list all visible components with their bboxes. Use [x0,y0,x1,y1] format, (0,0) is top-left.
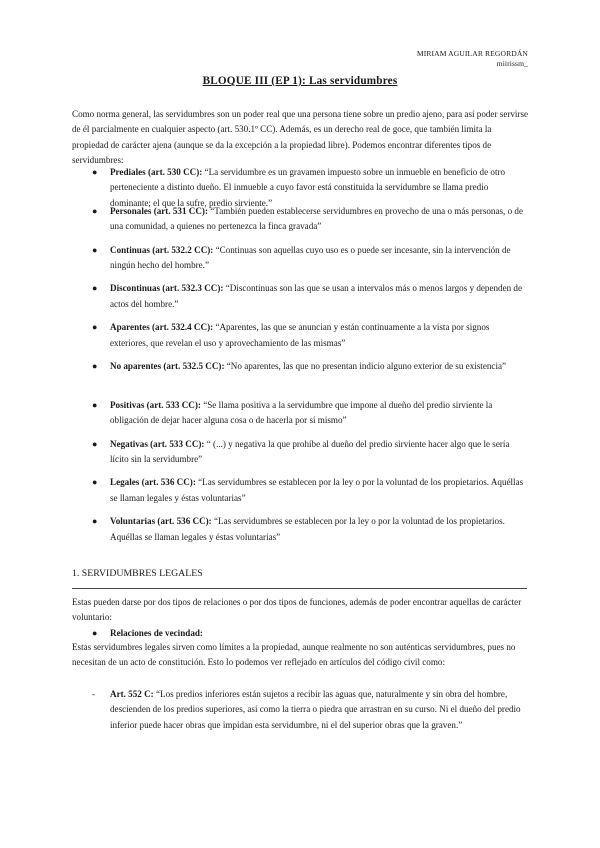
intro-paragraph: Como norma general, las servidumbres son un poder real que una persona tiene sobre un predio ajeno, para así poder servirse de él parcialmente en cualquier aspecto (art. 530.1º CC). Además, es un derecho real de goce, que también limita la propiedad de carácter ajena (aunque se da la excepción a la propiedad libre). Podemos encontrar diferentes tipos de servidumbres: [72,109,529,166]
article-label: Art. 552 C: [110,689,154,699]
item-text: “Las servidumbres se establecen por la ley o por la voluntad de los propietarios. Aquéllas se llaman legales y éstas voluntarias” [110,477,524,503]
item-label: Negativas (art. 533 CC): [110,438,205,449]
item-label: Voluntarias (art. 536 CC): [110,516,212,527]
list-item [92,165,528,208]
item-text: “También pueden establecerse servidumbres en provecho de una o más personas, o de una comunidad, a quienes no pertenezca la finca gravada” [110,205,523,232]
item-text: “Se llama positiva a la servidumbre que impone al dueño del predio sirviente la obligación de dejar hacer alguna cosa o de hacerla por sí mismo” [110,399,493,426]
item-text: “Las servidumbres se establecen por la ley o por la voluntad de los propietarios. Aquéllas se llaman legales y éstas voluntarias” [110,516,505,542]
bullet-icon: ● [92,167,98,177]
bullet-icon: ● [92,628,98,638]
item-label: Prediales (art. 530 CC): [110,167,203,177]
bullet-icon: ● [92,322,98,333]
article-text: “Los predios inferiores están sujetos a recibir las aguas que, naturalmente y sin obra del hombre, descienden de los predios superiores, así como la tierra o piedra que arrastran en su curso. Ni el dueño del predio inferior puede hacer obras que impidan esta servidumbre, ni el del superior obras que la graven.” [110,689,521,730]
article-quote [92,687,530,733]
item-label: Positivas (art. 533 CC): [110,399,201,410]
item-text: “Continuas son aquellas cuyo uso es o puede ser incesante, sin la intervención de ningún hecho del hombre.” [110,244,511,270]
bullet-icon: ● [92,244,98,255]
dash-icon: - [92,689,96,699]
item-label: Personales (art. 531 CC): [110,205,208,216]
bullet-icon: ● [92,477,98,488]
author-name: MIRIAM AGUILAR REGORDÁN [416,49,528,58]
item-label: No aparentes (art. 532.5 CC): [110,360,225,371]
list-item [92,475,528,514]
list-item [92,398,528,437]
item-text: “Aparentes, las que se anuncian y están continuamente a la vista por signos exteriores, que revelan el uso y aprovechamiento de las mismas” [110,322,490,348]
bullet-icon: ● [92,438,98,449]
section-paragraph: Estas pueden darse por dos tipos de relaciones o por dos tipos de funciones, además de poder encontrar aquellas de carácter voluntario: [72,597,522,623]
bullet-icon: ● [92,516,98,527]
item-label: Discontinuas (art. 532.3 CC): [110,283,224,294]
list-item [92,437,528,476]
item-text: “La servidumbre es un gravamen impuesto sobre un inmueble en beneficio de otro perteneciente a distinto dueño. El inmueble a cuyo favor está constituida la servidumbre se llama predio dominante; el que la sufre, predio sirviente.” [110,167,506,208]
list-item [92,243,528,282]
bullet-icon: ● [92,399,98,410]
item-text: “ (...) y negativa la que prohíbe al dueño del predio sirviente hacer algo que le sería lícito sin la servidumbre” [110,438,510,464]
item-label: Continuas (art. 532.2 CC): [110,244,214,255]
section-divider [72,588,527,589]
bullet-icon: ● [92,360,98,371]
section-paragraph: Estas servidumbres legales sirven como límites a la propiedad, aunque realmente no son auténticas servidumbres, pues no necesitan de un acto de constitución. Esto lo podemos ver reflejado en artículos del código civil como: [72,642,516,668]
subheading-label: Relaciones de vecindad: [110,628,203,638]
item-text: “No aparentes, las que no presentan indicio alguno exterior de su existencia” [224,360,507,371]
list-item [92,204,528,243]
author-header [417,49,528,69]
section-heading: 1. SERVIDUMBRES LEGALES [72,568,203,579]
servitude-types-list [92,165,528,553]
article-body [110,687,530,733]
list-item [92,281,528,320]
item-label: Aparentes (art. 532.4 CC): [110,322,214,333]
item-label: Legales (art. 536 CC): [110,477,196,488]
list-item [92,514,528,553]
page-title: BLOQUE III (EP 1): Las servidumbres [202,75,398,87]
author-handle: miirissm_ [496,59,528,68]
item-text: “Discontinuas son las que se usan a intervalos más o menos largos y dependen de actos del hombre.” [110,283,523,309]
bullet-icon: ● [92,283,98,294]
list-item [92,320,528,359]
list-item [92,359,528,398]
bullet-icon: ● [92,205,98,216]
subheading [92,626,203,641]
